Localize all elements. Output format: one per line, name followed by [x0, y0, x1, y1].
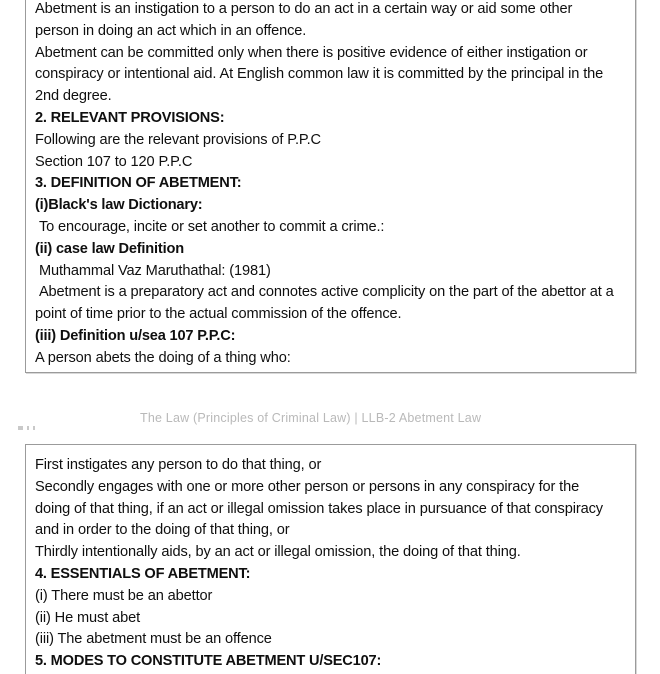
heading-modes-to-constitute-abetment: 5. MODES TO CONSTITUTE ABETMENT U/SEC107:: [35, 653, 382, 670]
heading-definition-of-abetment: 3. DEFINITION OF ABETMENT:: [35, 175, 242, 192]
list-item: (i) There must be an abettor: [35, 587, 213, 604]
text-line: To encourage, incite or set another to commit a crime.:: [35, 218, 385, 235]
text-line: person in doing an act which in an offence.: [35, 22, 307, 39]
text-line: A person abets the doing of a thing who:: [35, 349, 291, 366]
text-line: Following are the relevant provisions of P.P.C: [35, 131, 321, 148]
text-line: and in order to the doing of that thing, or: [35, 522, 290, 539]
case-citation: Muthammal Vaz Maruthathal: (1981): [35, 262, 271, 279]
text-block-two-content: [26, 445, 635, 673]
clipped-header-strip: [0, 411, 660, 442]
text-block-one: [25, 0, 636, 373]
subheading-definition-section-107: (iii) Definition u/sea 107 P.P.C:: [35, 327, 236, 344]
text-line: Section 107 to 120 P.P.C: [35, 153, 193, 170]
text-line: Abetment is an instigation to a person to do an act in a certain way or aid some other: [35, 1, 573, 17]
text-line: Secondly engages with one or more other person or persons in any conspiracy for the: [35, 478, 580, 495]
text-line: conspiracy or intentional aid. At English common law it is committed by the principal in the: [35, 66, 604, 83]
text-line: First instigates any person to do that thing, or: [35, 457, 322, 473]
text-line: point of time prior to the actual commission of the offence.: [35, 306, 402, 323]
text-block-two: [25, 444, 636, 674]
text-line: Thirdly intentionally aids, by an act or illegal omission, the doing of that thing.: [35, 544, 521, 561]
heading-relevant-provisions: 2. RELEVANT PROVISIONS:: [35, 109, 225, 126]
subheading-blacks-law-dictionary: (i)Black's law Dictionary:: [35, 197, 203, 214]
clipped-header-marks: [18, 426, 40, 430]
text-line: doing of that thing, if an act or illegal omission takes place in pursuance of that conspiracy: [35, 500, 603, 517]
text-block-one-content: [26, 0, 635, 370]
clipped-header-text: The Law (Principles of Criminal Law) | LLB-2 Abetment Law: [140, 411, 482, 425]
heading-essentials-of-abetment: 4. ESSENTIALS OF ABETMENT:: [35, 565, 251, 582]
subheading-case-law-definition: (ii) case law Definition: [35, 240, 184, 257]
text-line: Abetment is a preparatory act and connotes active complicity on the part of the abettor at a: [35, 284, 614, 301]
text-line: 2nd degree.: [35, 88, 112, 105]
list-item: (iii) The abetment must be an offence: [35, 631, 272, 648]
list-item: (ii) He must abet: [35, 609, 141, 626]
text-line: Abetment can be committed only when there is positive evidence of either instigation or: [35, 44, 588, 61]
